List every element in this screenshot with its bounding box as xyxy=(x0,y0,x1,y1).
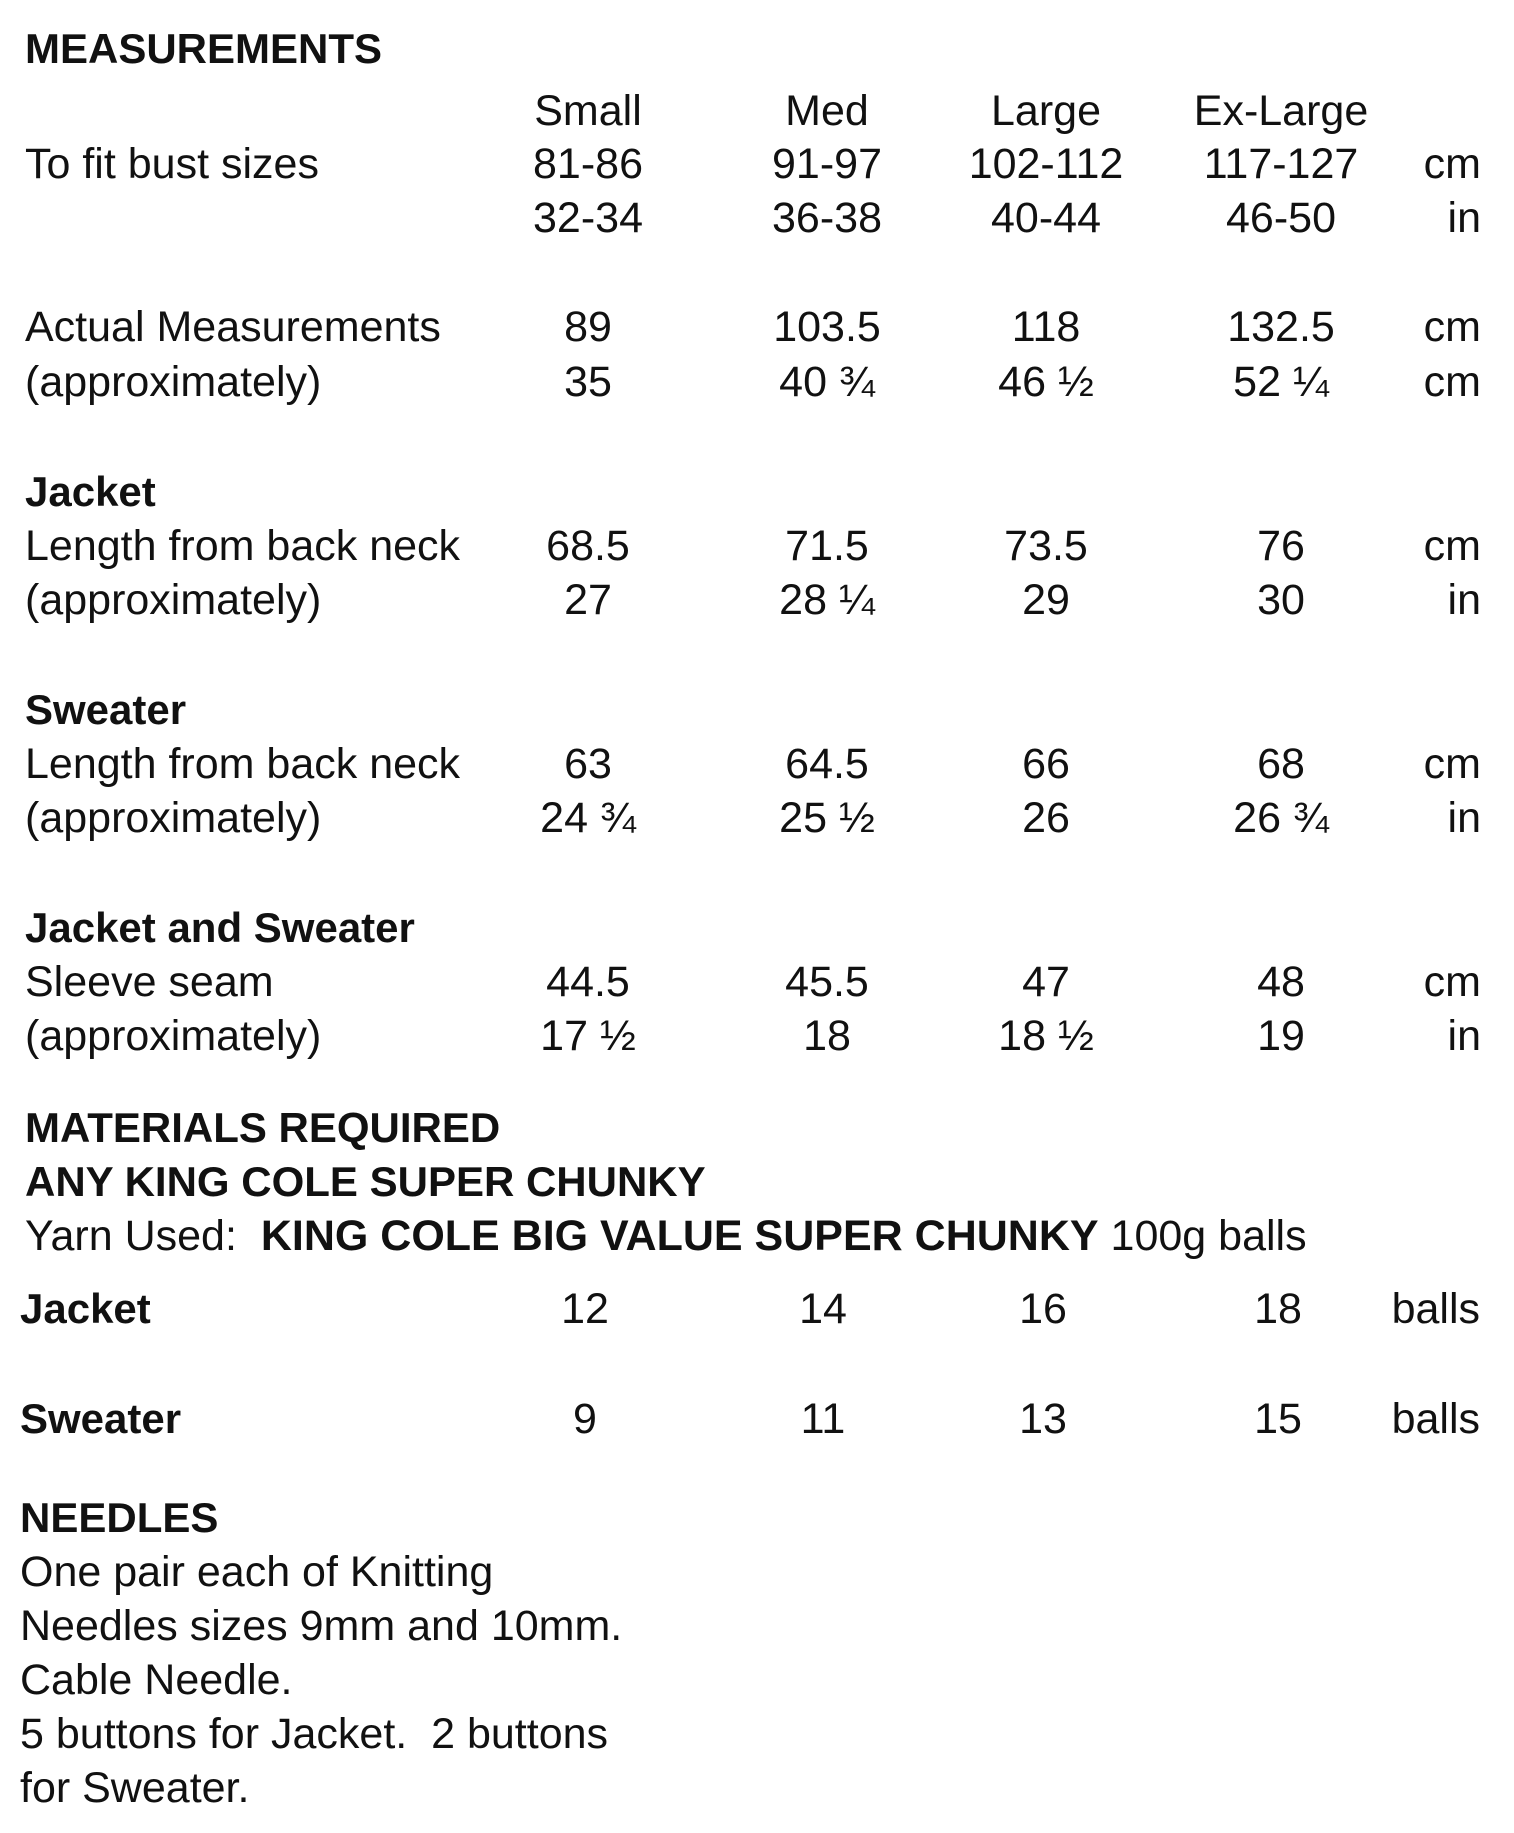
materials-jacket-large: 16 xyxy=(1019,1285,1067,1333)
jacket-in-small: 27 xyxy=(564,576,612,624)
materials-sweater-label: Sweater xyxy=(20,1395,182,1442)
sleeve-in-small: 17 ½ xyxy=(540,1012,636,1060)
sleeve-in-med: 18 xyxy=(803,1012,851,1060)
actual-unit1: cm xyxy=(1423,303,1481,351)
materials-subheading: ANY KING COLE SUPER CHUNKY xyxy=(25,1158,706,1205)
materials-jacket-small: 12 xyxy=(561,1285,609,1333)
bust-in-large: 40-44 xyxy=(991,194,1101,242)
sweater-in-exlarge: 26 ¾ xyxy=(1233,794,1329,842)
yarn-weight: 100g balls xyxy=(1110,1212,1307,1260)
sweater-sublabel: (approximately) xyxy=(25,794,322,842)
measurements-heading: MEASUREMENTS xyxy=(25,25,383,72)
materials-sweater-med: 11 xyxy=(800,1395,846,1443)
bust-label: To fit bust sizes xyxy=(25,140,319,188)
sweater-heading: Sweater xyxy=(25,686,187,733)
bust-cm-med: 91-97 xyxy=(772,140,882,188)
sleeve-unit-cm: cm xyxy=(1423,958,1481,1006)
jacket-cm-med: 71.5 xyxy=(785,522,869,570)
size-header-med: Med xyxy=(785,87,869,135)
sleeve-cm-med: 45.5 xyxy=(785,958,869,1006)
yarn-used-line xyxy=(25,1210,1307,1262)
sleeve-heading: Jacket and Sweater xyxy=(25,904,415,951)
jacket-cm-large: 73.5 xyxy=(1004,522,1088,570)
materials-jacket-med: 14 xyxy=(799,1285,847,1333)
sleeve-label: Sleeve seam xyxy=(25,958,274,1006)
materials-heading: MATERIALS REQUIRED xyxy=(25,1104,501,1151)
actual-row2-exlarge: 52 ¼ xyxy=(1233,358,1329,406)
jacket-sublabel: (approximately) xyxy=(25,576,322,624)
sweater-length-label: Length from back neck xyxy=(25,740,461,788)
needles-line-3: Cable Needle. xyxy=(20,1656,293,1704)
needles-line-4: 5 buttons for Jacket. 2 buttons xyxy=(20,1710,609,1758)
bust-in-exlarge: 46-50 xyxy=(1226,194,1336,242)
size-header-small: Small xyxy=(534,87,642,135)
materials-sweater-small: 9 xyxy=(573,1395,597,1443)
yarn-used-prefix: Yarn Used: xyxy=(25,1212,237,1260)
needles-heading: NEEDLES xyxy=(20,1494,219,1541)
jacket-in-large: 29 xyxy=(1022,576,1070,624)
sweater-cm-large: 66 xyxy=(1022,740,1070,788)
needles-line-1: One pair each of Knitting xyxy=(20,1548,494,1596)
sweater-unit-cm: cm xyxy=(1423,740,1481,788)
sleeve-cm-large: 47 xyxy=(1022,958,1070,1006)
actual-row2-small: 35 xyxy=(564,358,612,406)
jacket-in-med: 28 ¼ xyxy=(779,576,875,624)
sleeve-cm-exlarge: 48 xyxy=(1257,958,1305,1006)
materials-jacket-unit: balls xyxy=(1391,1285,1480,1333)
materials-sweater-exlarge: 15 xyxy=(1254,1395,1302,1443)
yarn-name: KING COLE BIG VALUE SUPER CHUNKY xyxy=(260,1212,1099,1260)
needles-line-2: Needles sizes 9mm and 10mm. xyxy=(20,1602,623,1650)
jacket-unit-in: in xyxy=(1447,576,1481,624)
sweater-unit-in: in xyxy=(1447,794,1481,842)
jacket-heading: Jacket xyxy=(25,468,156,515)
actual-unit2: cm xyxy=(1423,358,1481,406)
sleeve-in-exlarge: 19 xyxy=(1257,1012,1305,1060)
sweater-cm-med: 64.5 xyxy=(785,740,869,788)
size-header-large: Large xyxy=(991,87,1101,135)
sleeve-sublabel: (approximately) xyxy=(25,1012,322,1060)
actual-row2-med: 40 ¾ xyxy=(779,358,875,406)
actual-row1-exlarge: 132.5 xyxy=(1227,303,1335,351)
materials-jacket-label: Jacket xyxy=(20,1285,151,1332)
jacket-unit-cm: cm xyxy=(1423,522,1481,570)
bust-cm-exlarge: 117-127 xyxy=(1203,140,1359,188)
bust-unit-cm: cm xyxy=(1423,140,1481,188)
sleeve-unit-in: in xyxy=(1447,1012,1481,1060)
materials-sweater-unit: balls xyxy=(1391,1395,1480,1443)
sleeve-in-large: 18 ½ xyxy=(998,1012,1094,1060)
jacket-cm-exlarge: 76 xyxy=(1257,522,1305,570)
bust-cm-large: 102-112 xyxy=(968,140,1124,188)
bust-in-med: 36-38 xyxy=(772,194,882,242)
sweater-in-small: 24 ¾ xyxy=(540,794,636,842)
actual-label: Actual Measurements xyxy=(25,303,441,351)
sweater-cm-exlarge: 68 xyxy=(1257,740,1305,788)
needles-line-5: for Sweater. xyxy=(20,1764,250,1812)
actual-row2-large: 46 ½ xyxy=(998,358,1094,406)
bust-unit-in: in xyxy=(1447,194,1481,242)
sleeve-cm-small: 44.5 xyxy=(546,958,630,1006)
actual-row1-med: 103.5 xyxy=(773,303,881,351)
materials-jacket-exlarge: 18 xyxy=(1254,1285,1302,1333)
actual-row1-small: 89 xyxy=(564,303,612,351)
jacket-cm-small: 68.5 xyxy=(546,522,630,570)
jacket-length-label: Length from back neck xyxy=(25,522,461,570)
materials-sweater-large: 13 xyxy=(1019,1395,1067,1443)
sweater-in-med: 25 ½ xyxy=(779,794,875,842)
jacket-in-exlarge: 30 xyxy=(1257,576,1305,624)
sweater-in-large: 26 xyxy=(1022,794,1070,842)
size-header-exlarge: Ex-Large xyxy=(1193,87,1369,135)
bust-cm-small: 81-86 xyxy=(533,140,643,188)
sweater-cm-small: 63 xyxy=(564,740,612,788)
actual-sublabel: (approximately) xyxy=(25,358,322,406)
bust-in-small: 32-34 xyxy=(533,194,643,242)
actual-row1-large: 118 xyxy=(1011,303,1081,351)
